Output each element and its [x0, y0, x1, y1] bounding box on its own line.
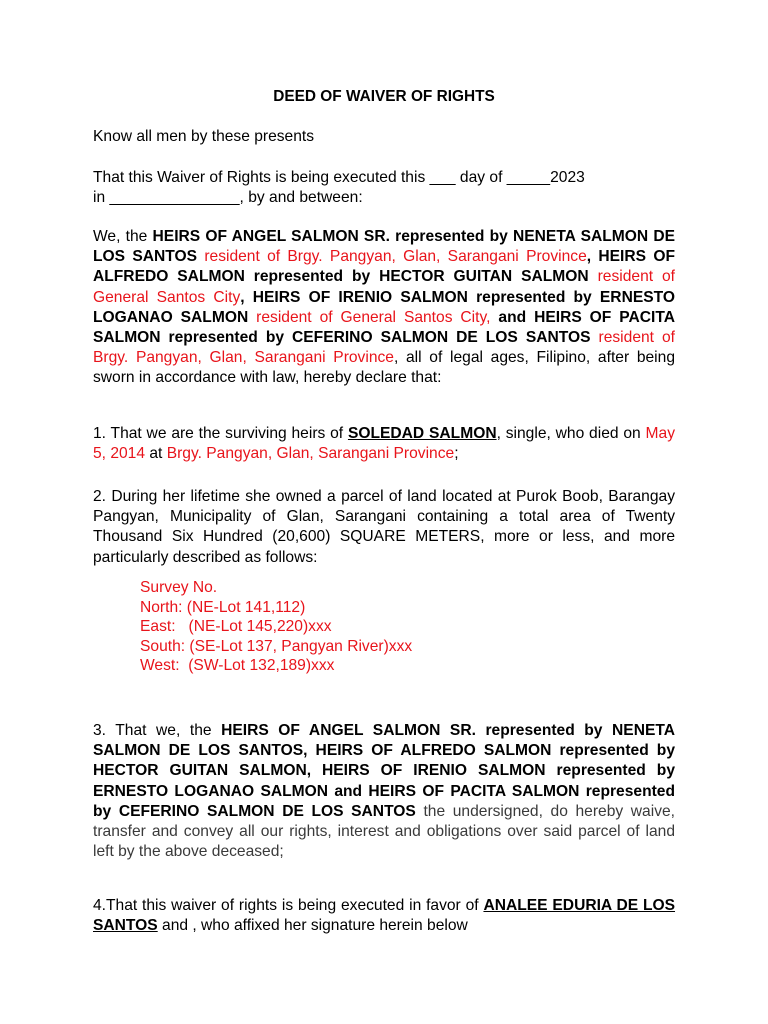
survey-east: East: (NE-Lot 145,220)xxx: [140, 618, 332, 636]
parties-paragraph: [93, 227, 675, 389]
survey-description: [140, 578, 412, 676]
item-3-lead: 3. That we, the: [93, 722, 222, 739]
document-title: DEED OF WAIVER OF RIGHTS: [273, 88, 495, 105]
comma-1: ,: [586, 248, 599, 266]
item-1-lead: 1. That we are the surviving heirs of: [93, 425, 348, 442]
comma-2: ,: [240, 288, 253, 306]
item-4-paragraph: [93, 896, 675, 936]
death-place: Brgy. Pangyan, Glan, Sarangani Province: [166, 445, 455, 463]
item-2-paragraph: 2. During her lifetime she owned a parcel of land located at Purok Boob, Barangay Pangyan, Municipality of Glan, Sarangani containing a total area of Twenty Thousand Six Hundred (20,600) SQUARE METERS, more or less, and more particularly described as follows:: [93, 488, 675, 566]
residence-2: resident of General Santos City: [93, 268, 675, 306]
opening-line: Know all men by these presents: [93, 128, 315, 145]
execution-line-2: in _______________, by and between:: [93, 189, 363, 206]
heirs-irenio: HEIRS OF IRENIO SALMON represented by ERNESTO LOGANAO SALMON: [93, 288, 676, 326]
item-1-at: at: [145, 445, 167, 463]
survey-north: North: (NE-Lot 141,112): [140, 598, 306, 616]
item-1-paragraph: [93, 424, 675, 464]
item-3-paragraph: [93, 721, 675, 862]
death-date: May 5, 2014: [93, 425, 675, 463]
item-1-mid: , single, who died on: [496, 425, 646, 442]
item-1-end: ;: [454, 445, 459, 463]
residence-4: resident of Brgy. Pangyan, Glan, Sarangani Province: [93, 329, 675, 367]
decedent-name: SOLEDAD SALMON: [347, 425, 497, 442]
item-4-tail: and , who affixed her signature herein below: [157, 917, 468, 935]
survey-west: West: (SW-Lot 132,189)xxx: [140, 657, 335, 675]
item-3-tail: the undersigned, do hereby waive, transfer and convey all our rights, interest and obligations over said parcel of land left by the above deceased;: [93, 802, 675, 861]
item-3-heirs: HEIRS OF ANGEL SALMON SR. represented by NENETA SALMON DE LOS SANTOS, HEIRS OF ALFREDO SALMON represented by HECTOR GUITAN SALMON, HEIRS OF IRENIO SALMON represented by ERNESTO LOGANAO SALMON and HEIRS OF PACITA SALMON represented by CEFERINO SALMON DE LOS SANTOS: [93, 722, 675, 820]
heirs-angel: HEIRS OF ANGEL SALMON SR. represented by NENETA SALMON DE LOS SANTOS: [93, 228, 675, 266]
heirs-pacita: HEIRS OF PACITA SALMON represented by CEFERINO SALMON DE LOS SANTOS: [93, 308, 675, 347]
survey-no: Survey No.: [140, 579, 218, 596]
parties-tail: , all of legal ages, Filipino, after being sworn in accordance with law, hereby declare that:: [93, 349, 675, 387]
residence-1: resident of Brgy. Pangyan, Glan, Sarangani Province: [197, 248, 587, 266]
residence-3: resident of General Santos City,: [248, 308, 491, 326]
and-connector: and: [490, 308, 535, 326]
heirs-alfredo: HEIRS OF ALFREDO SALMON represented by HECTOR GUITAN SALMON: [93, 248, 675, 286]
survey-south: South: (SE-Lot 137, Pangyan River)xxx: [140, 637, 413, 655]
beneficiary-name: ANALEE EDURIA DE LOS SANTOS: [93, 897, 676, 935]
item-4-lead: 4.That this waiver of rights is being executed in favor of: [93, 897, 484, 914]
execution-line-1: That this Waiver of Rights is being executed this ___ day of _____2023: [93, 169, 585, 186]
we-the-text: We, the: [93, 228, 153, 245]
